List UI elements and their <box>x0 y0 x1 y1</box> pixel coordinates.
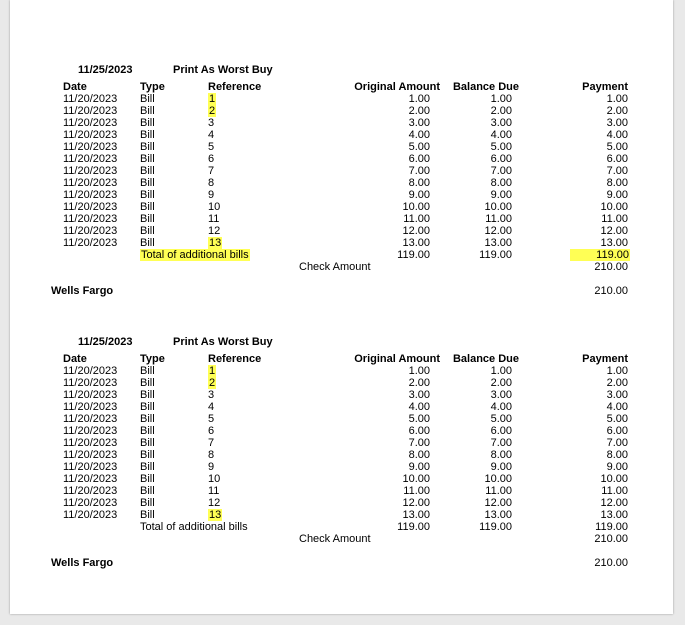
check-amount-label: Check Amount <box>299 261 371 273</box>
row-original-amount: 7.00 <box>408 165 430 177</box>
row-type: Bill <box>140 497 155 509</box>
payee-name: Print As Worst Buy <box>173 64 273 76</box>
row-type: Bill <box>140 437 155 449</box>
row-date: 11/20/2023 <box>63 377 118 389</box>
row-original-amount: 6.00 <box>408 153 430 165</box>
row-date: 11/20/2023 <box>63 485 118 497</box>
row-type: Bill <box>140 401 155 413</box>
row-type: Bill <box>140 485 155 497</box>
row-reference: 12 <box>208 497 221 509</box>
row-original-amount: 13.00 <box>402 509 430 521</box>
row-type: Bill <box>140 237 155 249</box>
row-original-amount: 3.00 <box>408 117 430 129</box>
total-payment: 119.00 <box>595 521 628 533</box>
row-reference: 11 <box>208 213 220 225</box>
row-type: Bill <box>140 213 155 225</box>
bank-amount: 210.00 <box>594 557 628 569</box>
row-payment: 12.00 <box>600 497 628 509</box>
row-payment: 10.00 <box>600 201 628 213</box>
document-page <box>10 0 673 614</box>
row-payment: 2.00 <box>606 377 628 389</box>
row-balance-due: 8.00 <box>490 177 512 189</box>
row-original-amount: 4.00 <box>408 129 430 141</box>
row-balance-due: 10.00 <box>484 473 512 485</box>
row-original-amount: 6.00 <box>408 425 430 437</box>
row-balance-due: 5.00 <box>490 413 512 425</box>
col-header-date: Date <box>63 353 87 365</box>
row-original-amount: 10.00 <box>402 473 430 485</box>
row-reference: 9 <box>208 461 215 473</box>
row-payment: 6.00 <box>606 153 628 165</box>
row-reference: 8 <box>208 449 215 461</box>
row-balance-due: 13.00 <box>484 237 512 249</box>
row-reference: 12 <box>208 225 221 237</box>
row-reference: 2 <box>209 377 216 389</box>
row-balance-due: 5.00 <box>490 141 512 153</box>
row-payment: 5.00 <box>606 141 628 153</box>
row-type: Bill <box>140 141 155 153</box>
col-header-reference: Reference <box>208 353 262 365</box>
row-date: 11/20/2023 <box>63 117 118 129</box>
row-balance-due: 4.00 <box>490 401 512 413</box>
row-balance-due: 1.00 <box>490 93 512 105</box>
row-payment: 9.00 <box>606 461 628 473</box>
row-date: 11/20/2023 <box>63 473 118 485</box>
bank-name: Wells Fargo <box>51 557 114 569</box>
row-original-amount: 4.00 <box>408 401 430 413</box>
row-original-amount: 5.00 <box>408 413 430 425</box>
row-reference: 7 <box>208 437 215 449</box>
row-reference: 9 <box>208 189 215 201</box>
row-date: 11/20/2023 <box>63 425 118 437</box>
row-type: Bill <box>140 461 155 473</box>
row-original-amount: 1.00 <box>408 365 430 377</box>
row-reference: 6 <box>208 153 215 165</box>
total-label: Total of additional bills <box>140 521 248 533</box>
row-balance-due: 9.00 <box>490 189 512 201</box>
row-balance-due: 12.00 <box>484 497 512 509</box>
row-reference: 1 <box>209 93 216 105</box>
row-reference: 3 <box>208 389 215 401</box>
row-date: 11/20/2023 <box>63 237 118 249</box>
row-payment: 8.00 <box>606 449 628 461</box>
row-reference: 7 <box>208 165 215 177</box>
row-reference: 5 <box>208 413 215 425</box>
row-balance-due: 11.00 <box>485 485 512 497</box>
row-payment: 13.00 <box>600 509 628 521</box>
row-balance-due: 6.00 <box>490 425 512 437</box>
col-header-type: Type <box>140 353 165 365</box>
row-payment: 1.00 <box>606 93 628 105</box>
row-original-amount: 12.00 <box>402 497 430 509</box>
row-reference: 1 <box>209 365 216 377</box>
row-reference: 2 <box>209 105 216 117</box>
row-balance-due: 2.00 <box>490 377 512 389</box>
row-payment: 5.00 <box>606 413 628 425</box>
row-type: Bill <box>140 129 155 141</box>
total-original-amount: 119.00 <box>397 249 430 261</box>
row-payment: 7.00 <box>606 165 628 177</box>
check-stub <box>10 0 673 297</box>
row-balance-due: 7.00 <box>490 437 512 449</box>
row-original-amount: 11.00 <box>403 213 430 225</box>
row-balance-due: 3.00 <box>490 389 512 401</box>
row-type: Bill <box>140 201 155 213</box>
row-date: 11/20/2023 <box>63 449 118 461</box>
row-date: 11/20/2023 <box>63 389 118 401</box>
row-original-amount: 2.00 <box>408 377 430 389</box>
row-date: 11/20/2023 <box>63 153 118 165</box>
row-payment: 4.00 <box>606 401 628 413</box>
row-balance-due: 11.00 <box>485 213 512 225</box>
row-reference: 4 <box>208 401 215 413</box>
row-original-amount: 2.00 <box>408 105 430 117</box>
row-reference: 6 <box>208 425 215 437</box>
row-type: Bill <box>140 365 155 377</box>
row-date: 11/20/2023 <box>63 177 118 189</box>
row-reference: 4 <box>208 129 215 141</box>
row-type: Bill <box>140 177 155 189</box>
row-payment: 2.00 <box>606 105 628 117</box>
row-balance-due: 9.00 <box>490 461 512 473</box>
row-payment: 6.00 <box>606 425 628 437</box>
row-type: Bill <box>140 449 155 461</box>
col-header-date: Date <box>63 81 87 93</box>
row-original-amount: 7.00 <box>408 437 430 449</box>
row-date: 11/20/2023 <box>63 401 118 413</box>
row-reference: 8 <box>208 177 215 189</box>
row-original-amount: 10.00 <box>402 201 430 213</box>
stub-date: 11/25/2023 <box>78 336 133 348</box>
row-balance-due: 12.00 <box>484 225 512 237</box>
row-payment: 12.00 <box>600 225 628 237</box>
row-original-amount: 12.00 <box>402 225 430 237</box>
total-payment: 119.00 <box>570 249 630 261</box>
row-date: 11/20/2023 <box>63 93 118 105</box>
row-reference: 11 <box>208 485 220 497</box>
row-payment: 9.00 <box>606 189 628 201</box>
row-date: 11/20/2023 <box>63 129 118 141</box>
row-type: Bill <box>140 509 155 521</box>
row-original-amount: 1.00 <box>408 93 430 105</box>
row-balance-due: 3.00 <box>490 117 512 129</box>
row-date: 11/20/2023 <box>63 365 118 377</box>
col-header-payment: Payment <box>582 353 628 365</box>
row-payment: 11.00 <box>601 485 628 497</box>
col-header-balance-due: Balance Due <box>452 81 519 93</box>
row-payment: 1.00 <box>606 365 628 377</box>
row-type: Bill <box>140 425 155 437</box>
row-date: 11/20/2023 <box>63 437 118 449</box>
row-type: Bill <box>140 117 155 129</box>
check-amount: 210.00 <box>594 533 628 545</box>
row-type: Bill <box>140 389 155 401</box>
row-balance-due: 7.00 <box>490 165 512 177</box>
row-date: 11/20/2023 <box>63 225 118 237</box>
bank-amount: 210.00 <box>594 285 628 297</box>
bank-name: Wells Fargo <box>51 285 114 297</box>
row-payment: 3.00 <box>606 117 628 129</box>
col-header-type: Type <box>140 81 165 93</box>
row-payment: 11.00 <box>601 213 628 225</box>
row-payment: 13.00 <box>600 237 628 249</box>
col-header-original-amount: Original Amount <box>354 81 440 93</box>
row-original-amount: 3.00 <box>408 389 430 401</box>
total-balance-due: 119.00 <box>479 249 512 261</box>
total-label: Total of additional bills <box>141 249 249 261</box>
row-payment: 8.00 <box>606 177 628 189</box>
check-stub <box>10 272 673 569</box>
row-payment: 4.00 <box>606 129 628 141</box>
row-date: 11/20/2023 <box>63 189 118 201</box>
row-original-amount: 5.00 <box>408 141 430 153</box>
row-reference: 3 <box>208 117 215 129</box>
row-balance-due: 1.00 <box>490 365 512 377</box>
row-balance-due: 8.00 <box>490 449 512 461</box>
total-balance-due: 119.00 <box>479 521 512 533</box>
row-date: 11/20/2023 <box>63 509 118 521</box>
col-header-balance-due: Balance Due <box>452 353 519 365</box>
row-reference: 5 <box>208 141 215 153</box>
row-payment: 10.00 <box>600 473 628 485</box>
row-original-amount: 8.00 <box>408 177 430 189</box>
row-type: Bill <box>140 165 155 177</box>
row-payment: 3.00 <box>606 389 628 401</box>
check-amount: 210.00 <box>594 261 628 273</box>
row-balance-due: 2.00 <box>490 105 512 117</box>
row-original-amount: 11.00 <box>403 485 430 497</box>
row-type: Bill <box>140 473 155 485</box>
col-header-original-amount: Original Amount <box>354 353 440 365</box>
col-header-reference: Reference <box>208 81 262 93</box>
row-original-amount: 8.00 <box>408 449 430 461</box>
col-header-payment: Payment <box>582 81 628 93</box>
row-type: Bill <box>140 225 155 237</box>
row-date: 11/20/2023 <box>63 165 118 177</box>
row-date: 11/20/2023 <box>63 461 118 473</box>
row-type: Bill <box>140 413 155 425</box>
row-type: Bill <box>140 105 155 117</box>
row-type: Bill <box>140 377 155 389</box>
row-reference: 13 <box>209 509 222 521</box>
row-type: Bill <box>140 153 155 165</box>
row-balance-due: 4.00 <box>490 129 512 141</box>
payee-name: Print As Worst Buy <box>173 336 273 348</box>
row-date: 11/20/2023 <box>63 141 118 153</box>
row-type: Bill <box>140 189 155 201</box>
row-original-amount: 9.00 <box>408 189 430 201</box>
row-reference: 10 <box>208 201 221 213</box>
stub-date: 11/25/2023 <box>78 64 133 76</box>
row-original-amount: 13.00 <box>402 237 430 249</box>
row-type: Bill <box>140 93 155 105</box>
row-original-amount: 9.00 <box>408 461 430 473</box>
row-date: 11/20/2023 <box>63 213 118 225</box>
check-amount-label: Check Amount <box>299 533 371 545</box>
row-balance-due: 6.00 <box>490 153 512 165</box>
row-date: 11/20/2023 <box>63 497 118 509</box>
row-date: 11/20/2023 <box>63 413 118 425</box>
row-reference: 10 <box>208 473 221 485</box>
total-original-amount: 119.00 <box>397 521 430 533</box>
row-date: 11/20/2023 <box>63 201 118 213</box>
row-reference: 13 <box>209 237 222 249</box>
row-payment: 7.00 <box>606 437 628 449</box>
row-balance-due: 13.00 <box>484 509 512 521</box>
row-date: 11/20/2023 <box>63 105 118 117</box>
row-balance-due: 10.00 <box>484 201 512 213</box>
